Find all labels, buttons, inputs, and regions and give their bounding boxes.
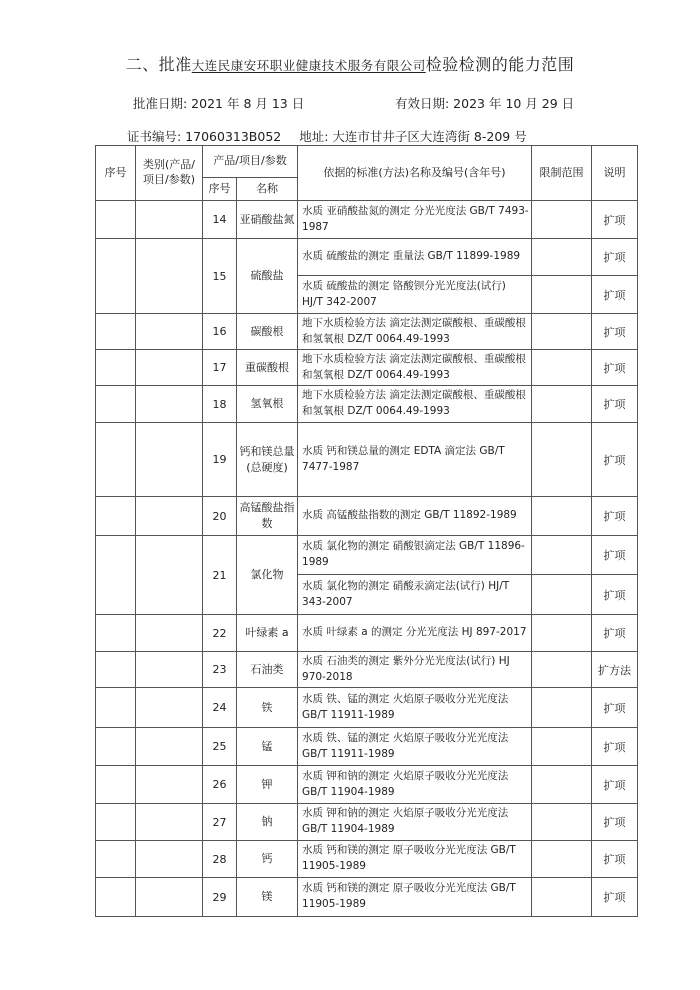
item-name: 硫酸盐 — [237, 239, 298, 314]
note-cell: 扩项 — [592, 688, 638, 728]
item-name: 钙 — [237, 841, 298, 878]
table-row — [96, 878, 638, 917]
organization-name: 大连民康安环职业健康技术服务有限公司 — [191, 58, 426, 73]
category-cell — [136, 386, 203, 423]
seq-cell — [96, 536, 136, 615]
item-number: 18 — [203, 386, 237, 423]
table-row — [96, 423, 638, 497]
item-number: 22 — [203, 615, 237, 652]
limit-cell — [532, 423, 592, 497]
seq-cell — [96, 652, 136, 688]
item-name: 镁 — [237, 878, 298, 917]
table-row — [96, 386, 638, 423]
table-row — [96, 615, 638, 652]
table-row — [96, 804, 638, 841]
seq-cell — [96, 386, 136, 423]
limit-cell — [532, 575, 592, 615]
page-title — [0, 52, 700, 75]
item-number: 19 — [203, 423, 237, 497]
header-seq: 序号 — [96, 146, 136, 201]
note-cell: 扩项 — [592, 350, 638, 386]
header-product-group: 产品/项目/参数 — [203, 146, 298, 178]
table-row — [96, 350, 638, 386]
item-name: 锰 — [237, 728, 298, 766]
item-name: 石油类 — [237, 652, 298, 688]
limit-cell — [532, 386, 592, 423]
standard-cell: 水质 氯化物的测定 硝酸银滴定法 GB/T 11896-1989 — [298, 536, 532, 575]
table-row — [96, 841, 638, 878]
item-name: 叶绿素 a — [237, 615, 298, 652]
category-cell — [136, 423, 203, 497]
category-cell — [136, 350, 203, 386]
item-number: 25 — [203, 728, 237, 766]
title-prefix: 二、批准 — [125, 55, 192, 74]
standard-cell: 水质 钾和钠的测定 火焰原子吸收分光光度法 GB/T 11904-1989 — [298, 766, 532, 804]
header-limit: 限制范围 — [532, 146, 592, 201]
limit-cell — [532, 728, 592, 766]
limit-cell — [532, 314, 592, 350]
item-name: 钾 — [237, 766, 298, 804]
item-name: 铁 — [237, 688, 298, 728]
category-cell — [136, 314, 203, 350]
note-cell: 扩项 — [592, 201, 638, 239]
seq-cell — [96, 878, 136, 917]
seq-cell — [96, 239, 136, 314]
standard-cell: 水质 铁、锰的测定 火焰原子吸收分光光度法 GB/T 11911-1989 — [298, 688, 532, 728]
table-row — [96, 201, 638, 239]
note-cell: 扩项 — [592, 841, 638, 878]
table-row — [96, 239, 638, 276]
note-cell: 扩项 — [592, 423, 638, 497]
table-row — [96, 652, 638, 688]
standard-cell: 水质 铁、锰的测定 火焰原子吸收分光光度法 GB/T 11911-1989 — [298, 728, 532, 766]
limit-cell — [532, 652, 592, 688]
note-cell: 扩项 — [592, 497, 638, 536]
item-number: 28 — [203, 841, 237, 878]
seq-cell — [96, 728, 136, 766]
seq-cell — [96, 766, 136, 804]
note-cell: 扩项 — [592, 276, 638, 314]
table-row — [96, 728, 638, 766]
table-row — [96, 766, 638, 804]
item-number: 27 — [203, 804, 237, 841]
standard-cell: 水质 叶绿素 a 的测定 分光光度法 HJ 897-2017 — [298, 615, 532, 652]
standard-cell: 水质 高锰酸盐指数的测定 GB/T 11892-1989 — [298, 497, 532, 536]
item-name: 氢氧根 — [237, 386, 298, 423]
standard-cell: 地下水质检验方法 滴定法测定碳酸根、重碳酸根和氢氧根 DZ/T 0064.49-1993 — [298, 314, 532, 350]
item-name: 亚硝酸盐氮 — [237, 201, 298, 239]
limit-cell — [532, 878, 592, 917]
note-cell: 扩项 — [592, 314, 638, 350]
seq-cell — [96, 804, 136, 841]
limit-cell — [532, 766, 592, 804]
item-name: 碳酸根 — [237, 314, 298, 350]
note-cell: 扩项 — [592, 615, 638, 652]
item-name: 钠 — [237, 804, 298, 841]
limit-cell — [532, 497, 592, 536]
table-row — [96, 314, 638, 350]
item-name: 高锰酸盐指数 — [237, 497, 298, 536]
item-number: 21 — [203, 536, 237, 615]
item-name: 重碳酸根 — [237, 350, 298, 386]
seq-cell — [96, 497, 136, 536]
limit-cell — [532, 536, 592, 575]
header-sub-name: 名称 — [237, 178, 298, 201]
standard-cell: 水质 钾和钠的测定 火焰原子吸收分光光度法 GB/T 11904-1989 — [298, 804, 532, 841]
item-number: 26 — [203, 766, 237, 804]
item-name: 钙和镁总量(总硬度) — [237, 423, 298, 497]
category-cell — [136, 201, 203, 239]
note-cell: 扩项 — [592, 575, 638, 615]
note-cell: 扩项 — [592, 239, 638, 276]
category-cell — [136, 239, 203, 314]
table-row — [96, 688, 638, 728]
note-cell: 扩项 — [592, 386, 638, 423]
category-cell — [136, 615, 203, 652]
note-cell: 扩方法 — [592, 652, 638, 688]
category-cell — [136, 497, 203, 536]
seq-cell — [96, 201, 136, 239]
approval-date: 批准日期: 2021 年 8 月 13 日 — [133, 96, 305, 111]
category-cell — [136, 688, 203, 728]
limit-cell — [532, 841, 592, 878]
seq-cell — [96, 314, 136, 350]
seq-cell — [96, 688, 136, 728]
standard-cell: 水质 钙和镁的测定 原子吸收分光光度法 GB/T 11905-1989 — [298, 878, 532, 917]
header-note: 说明 — [592, 146, 638, 201]
item-number: 14 — [203, 201, 237, 239]
table-body — [96, 201, 638, 917]
item-number: 29 — [203, 878, 237, 917]
category-cell — [136, 536, 203, 615]
note-cell: 扩项 — [592, 878, 638, 917]
item-number: 24 — [203, 688, 237, 728]
limit-cell — [532, 201, 592, 239]
category-cell — [136, 841, 203, 878]
note-cell: 扩项 — [592, 766, 638, 804]
standard-cell: 水质 钙和镁的测定 原子吸收分光光度法 GB/T 11905-1989 — [298, 841, 532, 878]
category-cell — [136, 728, 203, 766]
standard-cell: 水质 氯化物的测定 硝酸汞滴定法(试行) HJ/T 343-2007 — [298, 575, 532, 615]
seq-cell — [96, 615, 136, 652]
title-suffix: 检验检测的能力范围 — [425, 55, 575, 74]
seq-cell — [96, 841, 136, 878]
standard-cell: 水质 亚硝酸盐氮的测定 分光光度法 GB/T 7493-1987 — [298, 201, 532, 239]
standard-cell: 水质 钙和镁总量的测定 EDTA 滴定法 GB/T 7477-1987 — [298, 423, 532, 497]
capability-table — [95, 145, 638, 917]
item-name: 氯化物 — [237, 536, 298, 615]
standard-cell: 水质 石油类的测定 紫外分光光度法(试行) HJ 970-2018 — [298, 652, 532, 688]
limit-cell — [532, 804, 592, 841]
category-cell — [136, 878, 203, 917]
category-cell — [136, 804, 203, 841]
header-sub-seq: 序号 — [203, 178, 237, 201]
standard-cell: 地下水质检验方法 滴定法测定碳酸根、重碳酸根和氢氧根 DZ/T 0064.49-1993 — [298, 350, 532, 386]
valid-date: 有效日期: 2023 年 10 月 29 日 — [395, 96, 575, 111]
item-number: 15 — [203, 239, 237, 314]
table-row — [96, 536, 638, 575]
category-cell — [136, 652, 203, 688]
category-cell — [136, 766, 203, 804]
address: 地址: 大连市甘井子区大连湾街 8-209 号 — [299, 129, 527, 144]
header-standard: 依据的标准(方法)名称及编号(含年号) — [298, 146, 532, 201]
note-cell: 扩项 — [592, 728, 638, 766]
limit-cell — [532, 239, 592, 276]
item-number: 17 — [203, 350, 237, 386]
certificate-line — [127, 127, 527, 145]
item-number: 20 — [203, 497, 237, 536]
item-number: 23 — [203, 652, 237, 688]
seq-cell — [96, 350, 136, 386]
limit-cell — [532, 688, 592, 728]
limit-cell — [532, 350, 592, 386]
limit-cell — [532, 276, 592, 314]
note-cell: 扩项 — [592, 804, 638, 841]
standard-cell: 地下水质检验方法 滴定法测定碳酸根、重碳酸根和氢氧根 DZ/T 0064.49-1993 — [298, 386, 532, 423]
header-category: 类别(产品/项目/参数) — [136, 146, 203, 201]
standard-cell: 水质 硫酸盐的测定 重量法 GB/T 11899-1989 — [298, 239, 532, 276]
table-row — [96, 497, 638, 536]
note-cell: 扩项 — [592, 536, 638, 575]
certificate-number: 证书编号: 17060313B052 — [127, 129, 282, 144]
item-number: 16 — [203, 314, 237, 350]
limit-cell — [532, 615, 592, 652]
standard-cell: 水质 硫酸盐的测定 铬酸钡分光光度法(试行) HJ/T 342-2007 — [298, 276, 532, 314]
seq-cell — [96, 423, 136, 497]
